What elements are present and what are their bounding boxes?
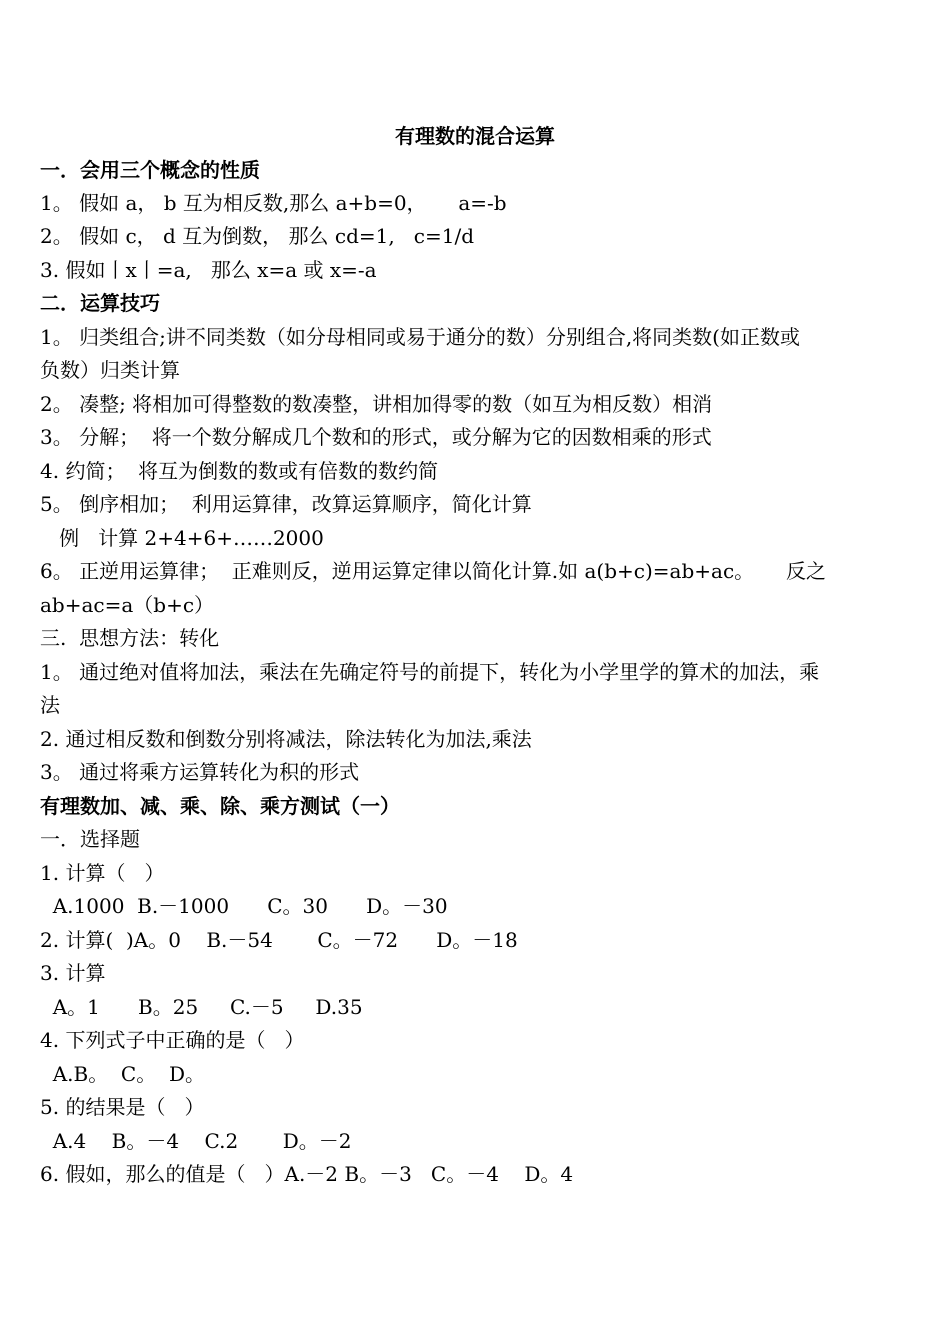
- question-3: 3. 计算: [40, 961, 106, 985]
- section-3-item-3: 3。 通过将乘方运算转化为积的形式: [40, 760, 360, 784]
- section-1-item-3: 3. 假如丨x丨=a, 那么 x=a 或 x=-a: [40, 258, 377, 282]
- section-3-item-1-line-1: 1。 通过绝对值将加法，乘法在先确定符号的前提下，转化为小学里学的算术的加法，乘: [40, 660, 820, 684]
- question-1-options: A.1000 B.－1000 C。30 D。－30: [40, 894, 448, 918]
- section-2-item-6-line-2: ab+ac=a（b+c）: [40, 593, 215, 617]
- question-5: 5. 的结果是（ ）: [40, 1095, 205, 1119]
- section-2-item-4: 4. 约简； 将互为倒数的数或有倍数的数约简: [40, 459, 439, 483]
- question-2: 2. 计算( )A。0 B.－54 C。－72 D。－18: [40, 928, 518, 952]
- question-5-options: A.4 B。－4 C.2 D。－2: [40, 1129, 352, 1153]
- test-heading: 有理数加、减、乘、除、乘方测试（一）: [40, 794, 400, 818]
- question-1: 1. 计算（ ）: [40, 861, 165, 885]
- section-2-heading: 二．运算技巧: [40, 291, 160, 315]
- document-title: 有理数的混合运算: [395, 124, 555, 148]
- section-2-item-1-line-2: 负数）归类计算: [40, 358, 180, 382]
- question-6: 6. 假如，那么的值是（ ）A.－2 B。－3 C。－4 D。4: [40, 1162, 574, 1186]
- section-3-heading: 三. 思想方法：转化: [40, 626, 220, 650]
- section-2-item-6-line-1: 6。 正逆用运算律； 正难则反，逆用运算定律以简化计算.如 a(b+c)=ab+ac。 反之: [40, 559, 826, 583]
- test-subheading: 一．选择题: [40, 827, 140, 851]
- question-3-options: A。1 B。25 C.－5 D.35: [40, 995, 363, 1019]
- section-1-heading: 一．会用三个概念的性质: [40, 158, 260, 182]
- question-4: 4. 下列式子中正确的是（ ）: [40, 1028, 305, 1052]
- section-2-item-2: 2。 凑整; 将相加可得整数的数凑整，讲相加得零的数（如互为相反数）相消: [40, 392, 713, 416]
- question-4-options: A.B。 C。 D。: [40, 1062, 205, 1086]
- section-2-item-5: 5。 倒序相加； 利用运算律，改算运算顺序，简化计算: [40, 492, 532, 516]
- section-2-item-3: 3。 分解； 将一个数分解成几个数和的形式，或分解为它的因数相乘的形式: [40, 425, 712, 449]
- section-2-item-1-line-1: 1。 归类组合;讲不同类数（如分母相同或易于通分的数）分别组合,将同类数(如正数或: [40, 325, 800, 349]
- section-1-item-1: 1。 假如 a， b 互为相反数,那么 a+b=0， a=-b: [40, 191, 507, 215]
- section-2-example: 例 计算 2+4+6+……2000: [40, 526, 324, 550]
- section-3-item-1-line-2: 法: [40, 693, 60, 717]
- section-3-item-2: 2. 通过相反数和倒数分别将减法，除法转化为加法,乘法: [40, 727, 532, 751]
- section-1-item-2: 2。 假如 c， d 互为倒数， 那么 cd=1, c=1/d: [40, 224, 475, 248]
